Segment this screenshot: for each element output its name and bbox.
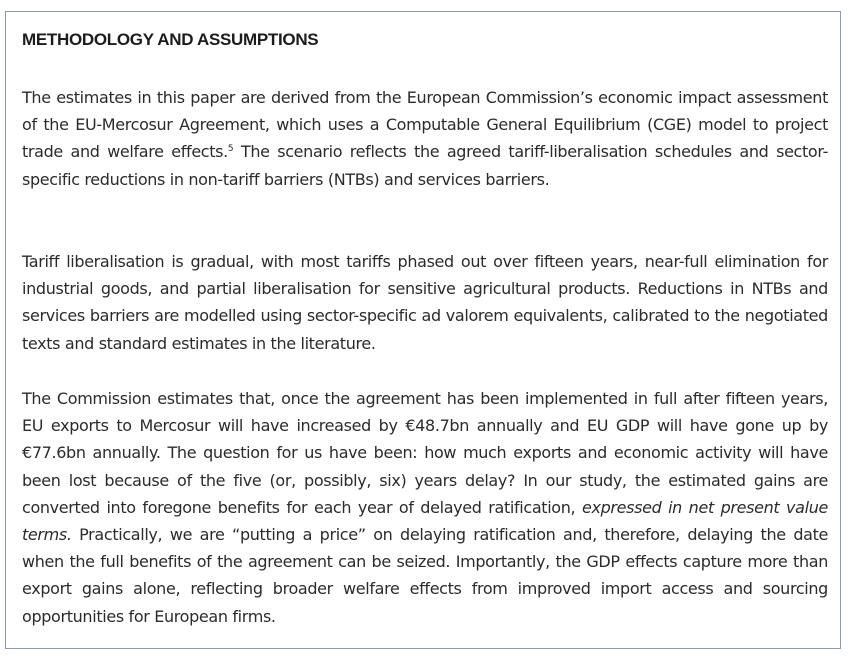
box-title: METHODOLOGY AND ASSUMPTIONS: [22, 30, 319, 49]
paragraph-text: The Commission estimates that, once the agreement has been implemented in full after fifteen years, EU exports to Mercosur will have increased by €48.7bn annually and EU GDP will have gone up by €77.6bn annually. The question for us have been: how much exports and economic activity will have been lost because of the five (or, possibly, six) years delay? In our study, the estimated gains are converted into foregone benefits for each year of delayed ratification,: [22, 389, 828, 517]
methodology-box: [5, 11, 841, 649]
paragraph-text: The scenario reflects the agreed tariff-liberalisation schedules and sector-specific reductions in non-tariff barriers (NTBs) and services barriers.: [22, 142, 828, 189]
paragraph-methodology-source: [22, 84, 828, 193]
paragraph-text: Practically, we are “putting a price” on delaying ratification and, therefore, delaying the date when the full benefits of the agreement can be seized. Importantly, the GDP effects capture more than export gains alone, reflecting broader welfare effects from improved import access and sourcing opportunities for European firms.: [22, 525, 828, 626]
footnote-reference[interactable]: 5: [227, 144, 234, 155]
paragraph-tariff-liberalisation: Tariff liberalisation is gradual, with most tariffs phased out over fifteen years, near-full elimination for industrial goods, and partial liberalisation for sensitive agricultural products. Reductions in NTBs and services barriers are modelled using sector-specific ad valorem equivalents, calibrated to the negotiated texts and standard estimates in the literature.: [22, 252, 828, 353]
emphasis-text: expressed in net present value terms.: [22, 497, 828, 545]
paragraph-commission-estimates: [22, 385, 828, 630]
paragraph-text: The estimates in this paper are derived from the European Commission’s economic impact assessment of the EU-Mercosur Agreement, which uses a Computable General Equilibrium (CGE) model to project trade and welfare effects.: [22, 88, 828, 162]
